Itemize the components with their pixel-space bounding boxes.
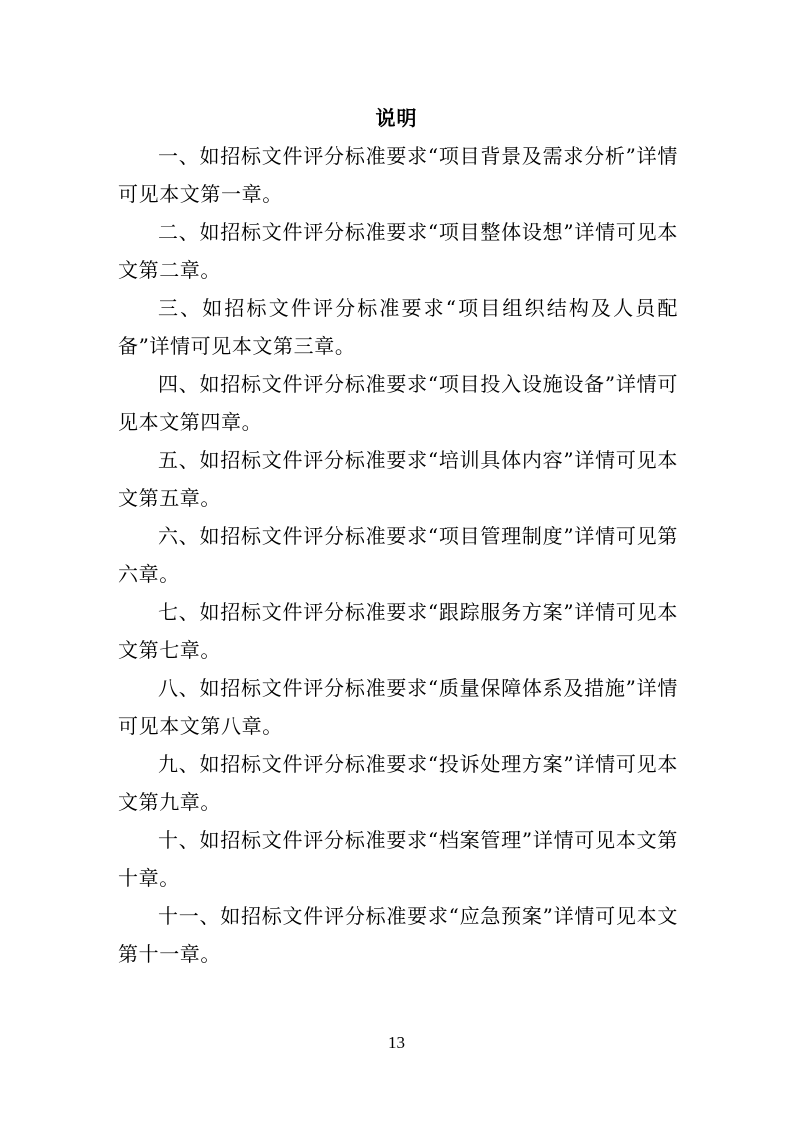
paragraph-6: 六、如招标文件评分标准要求“项目管理制度”详情可见第六章。	[118, 524, 678, 586]
page-number: 13	[388, 1033, 405, 1052]
paragraph-3: 三、如招标文件评分标准要求“项目组织结构及人员配备”详情可见本文第三章。	[118, 296, 678, 358]
document-body	[118, 137, 678, 973]
paragraph-11: 十一、如招标文件评分标准要求“应急预案”详情可见本文第十一章。	[118, 904, 678, 966]
paragraph-10: 十、如招标文件评分标准要求“档案管理”详情可见本文第十章。	[118, 828, 678, 890]
page-title: 说明	[375, 106, 418, 130]
paragraph-2: 二、如招标文件评分标准要求“项目整体设想”详情可见本文第二章。	[118, 220, 678, 282]
paragraph-1: 一、如招标文件评分标准要求“项目背景及需求分析”详情可见本文第一章。	[118, 144, 678, 206]
paragraph-9: 九、如招标文件评分标准要求“投诉处理方案”详情可见本文第九章。	[118, 752, 678, 814]
paragraph-4: 四、如招标文件评分标准要求“项目投入设施设备”详情可见本文第四章。	[118, 372, 678, 434]
paragraph-7: 七、如招标文件评分标准要求“跟踪服务方案”详情可见本文第七章。	[118, 600, 678, 662]
paragraph-8: 八、如招标文件评分标准要求“质量保障体系及措施”详情可见本文第八章。	[118, 676, 678, 738]
paragraph-5: 五、如招标文件评分标准要求“培训具体内容”详情可见本文第五章。	[118, 448, 678, 510]
